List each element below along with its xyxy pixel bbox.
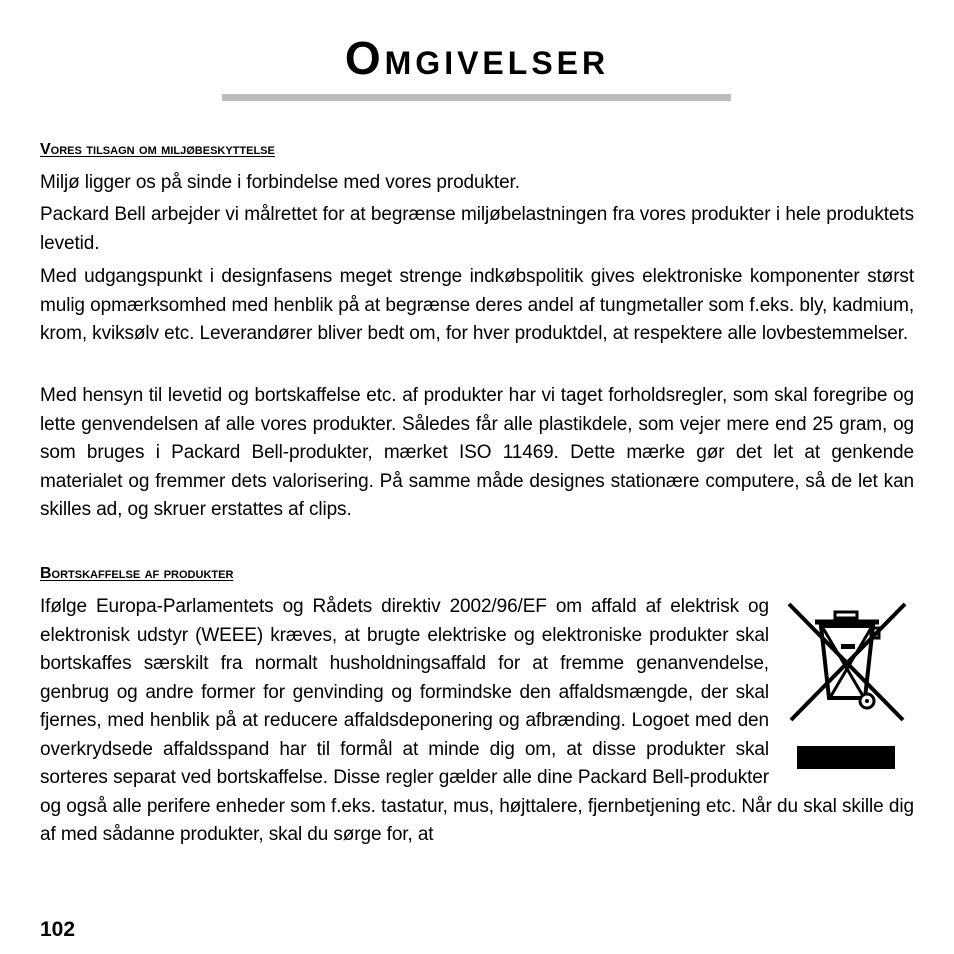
- paragraph-weee: [40, 593, 914, 850]
- paragraph-lifetime: Med hensyn til levetid og bortskaffelse etc. af produkter har vi taget forholdsregler, som skal foregribe og lette genvendelsen af alle vores produkter. Således får alle plastikdele, som vejer mere end 25 gram, og som bruges i Packard Bell-produkter, mærket ISO 11469. Dette mærke gør det let at genkende materialet og fremmer dets valorisering. På samme måde designes stationære computere, så de let kan skilles ad, og skruer erstattes af clips.: [40, 385, 914, 520]
- page-number: 102: [40, 918, 76, 941]
- section-heading-environment: Vores tilsagn om miljøbeskyttelse: [40, 141, 275, 158]
- paragraph-efforts: Packard Bell arbejder vi målrettet for at begrænse miljøbelastningen fra vores produkter i hele produktets levetid.: [40, 204, 914, 254]
- paragraph-weee-text: Ifølge Europa-Parlamentets og Rådets direktiv 2002/96/EF om affald af elektrisk og elektronisk udstyr (WEEE) kræves, at brugte elektriske og elektroniske produkter skal bortskaffes særskilt fra normalt husholdningsaffald for at fremme genanvendelse, genbrug og andre former for genvinding og formindske den affaldsmængde, der skal fjernes, med henblik på at reducere affaldsdeponering og afbrænding. Logoet med den overkrydsede affaldsspand har til formål at minde dig om, at disse produkter skal sorteres separat ved bortskaffelse. Disse regler gælder alle dine Packard Bell-produkter og også alle perifere enheder som f.eks. tastatur, mus, højttalere, fjernbetjening etc. Når du skal skille dig af med sådanne produkter, skal du sørge for, at: [40, 596, 914, 845]
- title-underline-bar: [222, 94, 731, 101]
- weee-float-spacer: [769, 593, 914, 779]
- paragraph-intro: Miljø ligger os på sinde i forbindelse med vores produkter.: [40, 172, 520, 193]
- section-heading-disposal: Bortskaffelse af produkter: [40, 565, 234, 582]
- paragraph-design-phase: Med udgangspunkt i designfasens meget strenge indkøbspolitik gives elektroniske komponenter størst mulig opmærksomhed med henblik på at begrænse deres andel af tungmetaller som f.eks. bly, kadmium, krom, kviksølv etc. Leverandører bliver bedt om, for hver produktdel, at respektere alle lovbestemmelser.: [40, 266, 914, 344]
- page-title: Omgivelser: [344, 32, 610, 84]
